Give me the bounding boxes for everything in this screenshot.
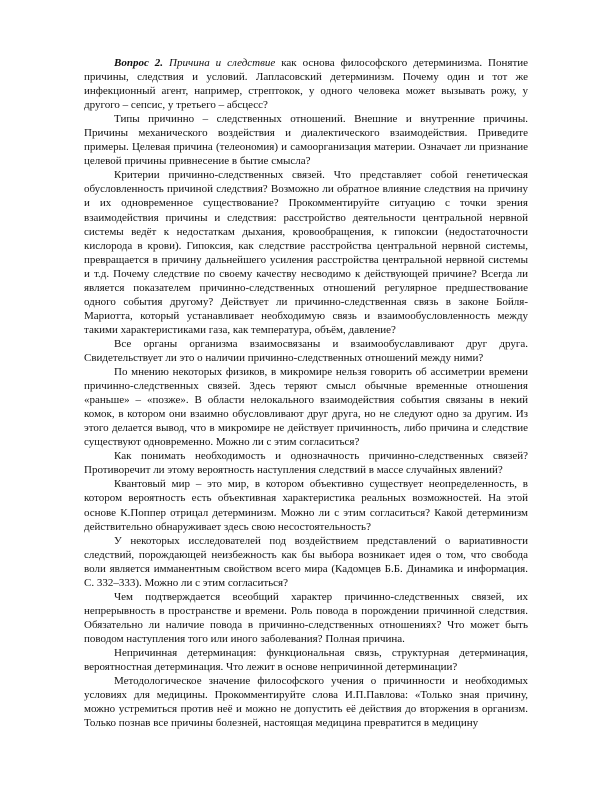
paragraph: Методологическое значение философского учения о причинности и необходимых условиях для медицины. Прокомментируйте слова И.П.Павлова: «Только зная причину, можно устремиться против неё и можно не допустить её действия до вторжения в организм. Только познав все причины болезней, настоящая медицина превратится в медицину — [84, 675, 528, 730]
paragraph: Критерии причинно-следственных связей. Что представляет собой генетическая обусловленность причиной следствия? Возможно ли обратное влияние следствия на причину и их одновременное существование? Прокомментируйте ситуацию с точки зрения взаимодействия причины и следствия: расстройство деятельности центральной нервной системы ведёт к недостаткам дыхания, кровообращения, к гипоксии (недостаточности кислорода в крови). Гипоксия, как следствие расстройства центральной нервной системы, превращается в причину дальнейшего усиления расстройства центральной нервной системы и т.д. Почему следствие по своему качеству несводимо к действующей причине? Всегда ли является показателем причинно-следственных отношений регулярное предшествование одного события другому? Действует ли причинно-следственная связь в законе Бойля-Мариотта, который устанавливает необходимую связь и взаимообусловленность между такими характеристиками газа, как температура, объём, давление? — [84, 169, 528, 336]
question-topic: Причина и следствие — [169, 57, 276, 69]
question-label: Вопрос 2. — [114, 57, 164, 69]
paragraph: Все органы организма взаимосвязаны и взаимообуславливают друг друга. Свидетельствует ли это о наличии причинно-следственных отношений между ними? — [84, 337, 528, 364]
paragraph-text: как основа философского детерминизма. Понятие причины, следствия и условий. Лапласовский детерминизм. Почему один и тот же инфекционный агент, например, стрептокок, у одного человека может вызывать рожу, у другого – сепсис, у третьего – абсцесс? — [84, 57, 529, 112]
paragraph: По мнению некоторых физиков, в микромире нельзя говорить об ассиметрии времени причинно-следственных связей. Здесь теряют смысл обычные временные отношения «раньше» – «позже». В области нелокального взаимодействия события связаны в некий комок, в котором они взаимно обусловливают друг друга, но не следуют одно за другим. Из этого делается вывод, что в микромире не действует причинность, либо причина и следствие существуют одновременно. Можно ли с этим согласиться? — [84, 366, 528, 449]
paragraph: Типы причинно – следственных отношений. Внешние и внутренние причины. Причины механического воздействия и диалектического взаимодействия. Приведите примеры. Целевая причина (телеономия) и самоорганизация материи. Означает ли признание целевой причины привнесение в бытие смысла? — [84, 113, 528, 168]
paragraph: Квантовый мир – это мир, в котором объективно существует неопределенность, в котором вероятность есть объективная характеристика реальных возможностей. На этой основе К.Поппер отрицал детерминизм. Можно ли с этим согласиться? Какой детерминизм действительно обнаруживает здесь свою несостоятельность? — [84, 478, 528, 533]
paragraph: У некоторых исследователей под воздействием представлений о вариативности следствий, порождающей неизбежность как бы выбора возникает идея о том, что свобода воли является имманентным свойством всего мира (Кадомцев Б.Б. Динамика и информация. С. 332–333). Можно ли с этим согласиться? — [84, 534, 528, 589]
document-page — [84, 56, 528, 730]
question-paragraph — [84, 56, 528, 112]
paragraph: Как понимать необходимость и однозначность причинно-следственных связей? Противоречит ли этому вероятность наступления следствий в массе случайных явлений? — [84, 450, 528, 477]
paragraph: Чем подтверждается всеобщий характер причинно-следственных связей, их непрерывность в пространстве и времени. Роль повода в порождении причинной следствия. Обязательно ли наличие повода в причинно-следственных отношениях? Что может быть поводом наступления того или иного заболевания? Полная причина. — [84, 590, 528, 645]
paragraph: Непричинная детерминация: функциональная связь, структурная детерминация, вероятностная детерминация. Что лежит в основе непричинной детерминации? — [84, 646, 528, 674]
